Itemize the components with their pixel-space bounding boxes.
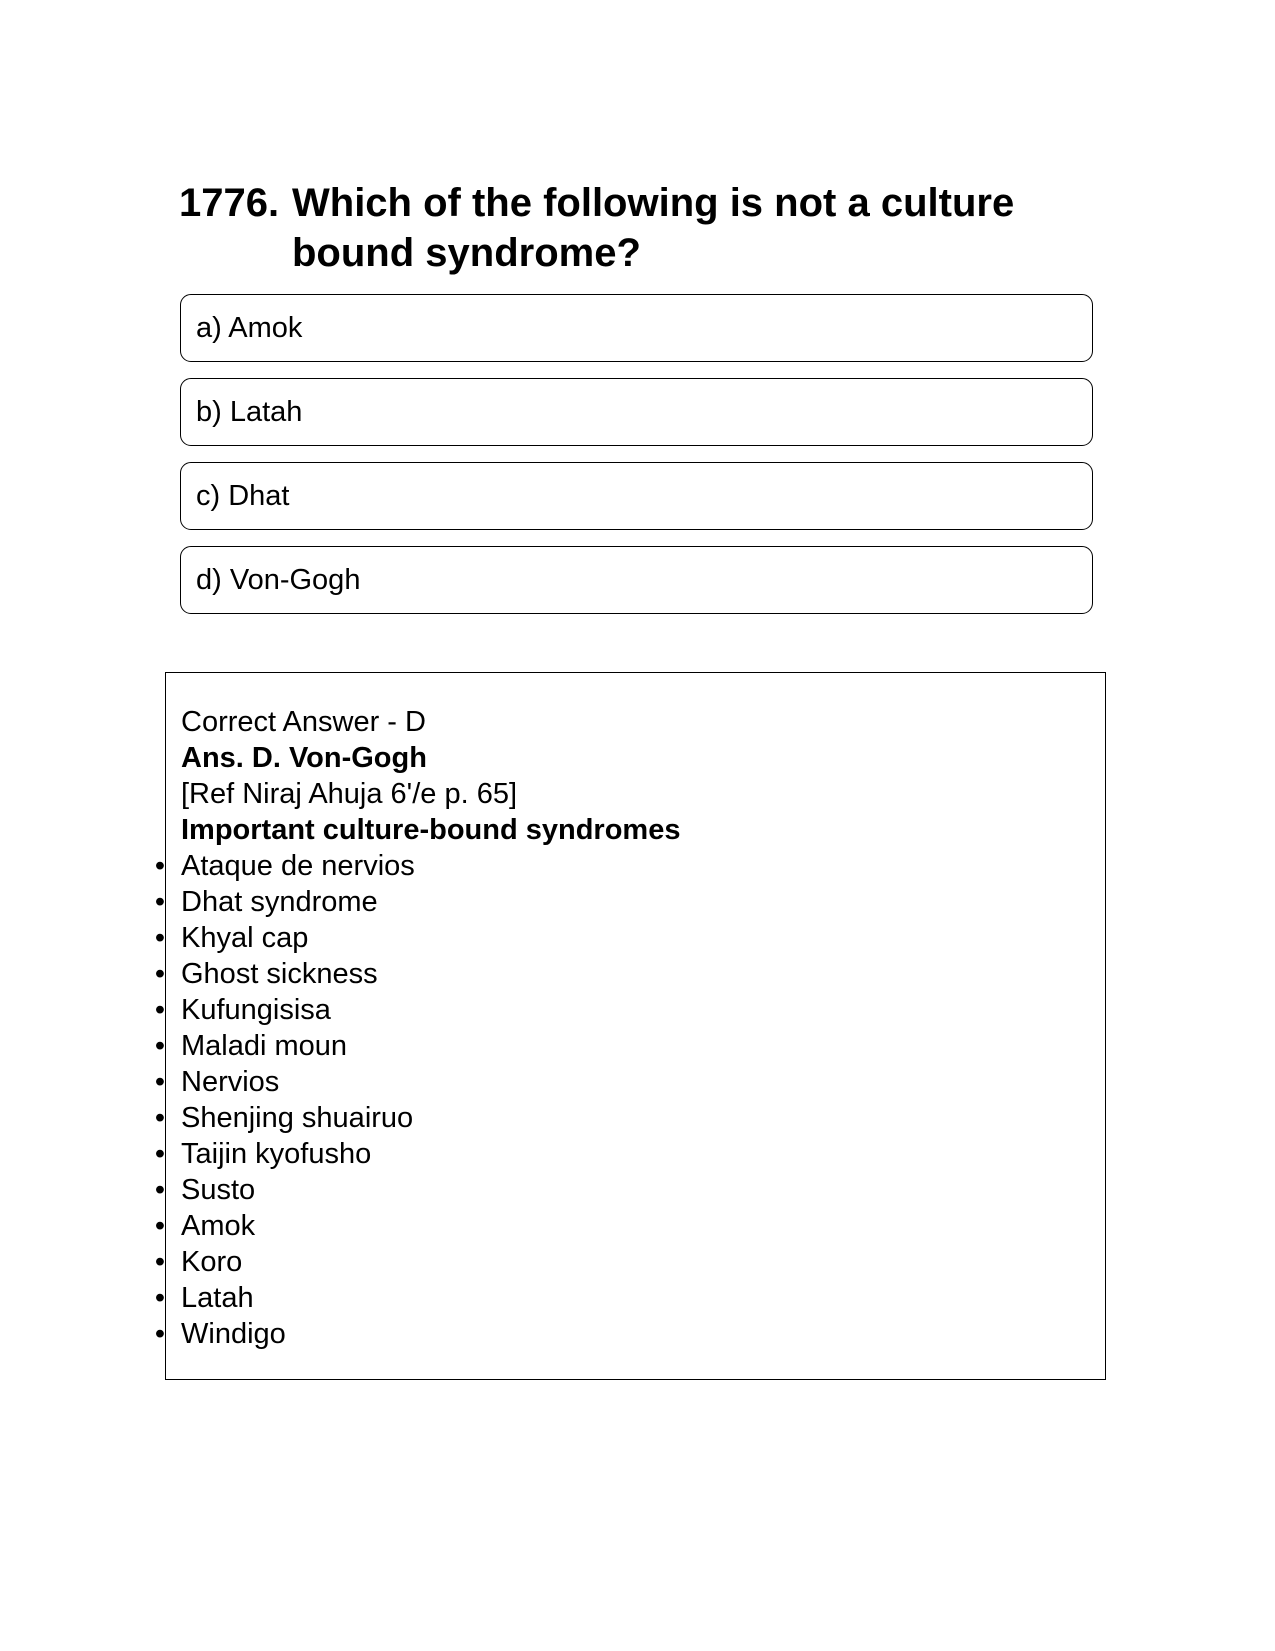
list-item-text: Dhat syndrome bbox=[181, 886, 378, 918]
list-item-text: Amok bbox=[181, 1210, 256, 1242]
list-item bbox=[154, 956, 1105, 992]
bullet-icon: • bbox=[154, 850, 166, 882]
bullet-icon: • bbox=[154, 1282, 166, 1314]
list-item bbox=[154, 992, 1105, 1028]
bullet-icon: • bbox=[154, 1318, 166, 1350]
list-item-text: Koro bbox=[181, 1246, 243, 1278]
list-item bbox=[154, 1064, 1105, 1100]
list-item bbox=[154, 1280, 1105, 1316]
bullet-icon: • bbox=[154, 1210, 166, 1242]
list-item-text: Shenjing shuairuo bbox=[181, 1102, 414, 1134]
option-label: b) Latah bbox=[196, 395, 303, 428]
option-label: c) Dhat bbox=[196, 479, 290, 512]
options-list bbox=[180, 294, 1093, 630]
correct-answer-line: Correct Answer - D bbox=[181, 706, 426, 738]
list-item bbox=[154, 1208, 1105, 1244]
list-item-text: Khyal cap bbox=[181, 922, 309, 954]
option-c[interactable] bbox=[180, 462, 1093, 530]
bullet-icon: • bbox=[154, 1138, 166, 1170]
list-item-text: Kufungisisa bbox=[181, 994, 331, 1026]
bullet-icon: • bbox=[154, 922, 166, 954]
option-a[interactable] bbox=[180, 294, 1093, 362]
bullet-icon: • bbox=[154, 1246, 166, 1278]
list-item bbox=[154, 1244, 1105, 1280]
syndromes-heading: Important culture-bound syndromes bbox=[181, 814, 681, 846]
question-text: Which of the following is not a culture bound syndrome? bbox=[292, 181, 1015, 275]
list-item bbox=[154, 1100, 1105, 1136]
list-item-text: Ghost sickness bbox=[181, 958, 378, 990]
list-item-text: Nervios bbox=[181, 1066, 280, 1098]
bullet-icon: • bbox=[154, 1174, 166, 1206]
option-label: a) Amok bbox=[196, 311, 303, 344]
bullet-icon: • bbox=[154, 994, 166, 1026]
answer-explanation-box bbox=[154, 672, 1106, 1380]
list-item bbox=[154, 848, 1105, 884]
bullet-icon: • bbox=[154, 958, 166, 990]
list-item bbox=[154, 1172, 1105, 1208]
question-number: 1776. bbox=[179, 181, 280, 225]
answer-title: Ans. D. Von-Gogh bbox=[181, 742, 427, 774]
option-label: d) Von-Gogh bbox=[196, 563, 361, 596]
reference-line: [Ref Niraj Ahuja 6'/e p. 65] bbox=[181, 778, 518, 810]
list-item-text: Latah bbox=[181, 1282, 254, 1314]
list-item-text: Ataque de nervios bbox=[181, 850, 415, 882]
bullet-icon: • bbox=[154, 886, 166, 918]
bullet-icon: • bbox=[154, 1030, 166, 1062]
list-item-text: Taijin kyofusho bbox=[181, 1138, 372, 1170]
list-item bbox=[154, 1028, 1105, 1064]
bullet-icon: • bbox=[154, 1066, 166, 1098]
option-b[interactable] bbox=[180, 378, 1093, 446]
list-item bbox=[154, 920, 1105, 956]
bullet-icon: • bbox=[154, 1102, 166, 1134]
list-item-text: Windigo bbox=[181, 1318, 286, 1350]
option-d[interactable] bbox=[180, 546, 1093, 614]
list-item bbox=[154, 1136, 1105, 1172]
syndrome-list bbox=[154, 848, 1105, 1352]
list-item-text: Maladi moun bbox=[181, 1030, 348, 1062]
list-item-text: Susto bbox=[181, 1174, 256, 1206]
list-item bbox=[154, 1316, 1105, 1352]
question-heading bbox=[179, 178, 1099, 278]
list-item bbox=[154, 884, 1105, 920]
